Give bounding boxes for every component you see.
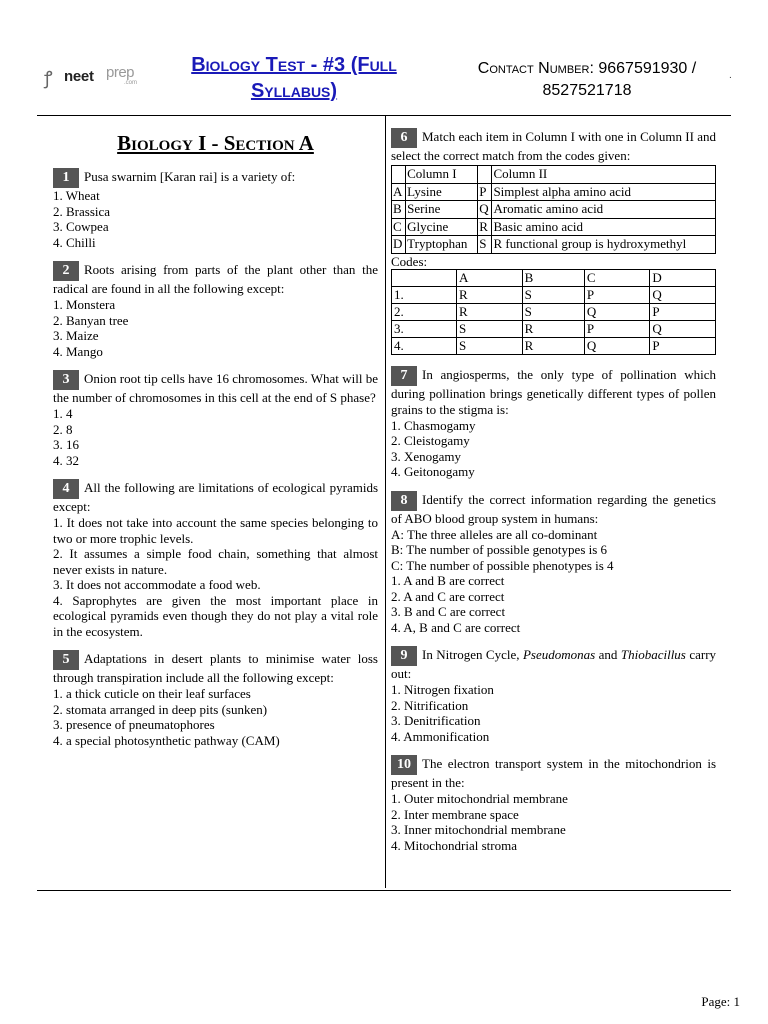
- table-cell: Tryptophan: [406, 236, 478, 254]
- logo-brand-sub: .com: [124, 80, 138, 86]
- option: 4. Mitochondrial stroma: [391, 837, 518, 853]
- table-row: [392, 201, 716, 219]
- table-cell: Q: [650, 320, 716, 337]
- table-cell: 2.: [392, 303, 457, 320]
- table-cell: P: [478, 183, 492, 201]
- contact-line2: 8527521718: [542, 82, 632, 99]
- column-divider: [385, 116, 386, 888]
- option: 1. Wheat: [53, 188, 100, 203]
- table-cell: Serine: [406, 201, 478, 219]
- header-divider: [37, 115, 731, 116]
- option: 4. A, B and C are correct: [391, 619, 521, 635]
- table-cell: Lysine: [406, 183, 478, 201]
- right-column: [391, 128, 716, 864]
- table-cell: 1.: [392, 286, 457, 303]
- statement: B: The number of possible genotypes is 6: [391, 542, 608, 557]
- option: 3. It does not accommodate a food web.: [53, 577, 261, 592]
- question-number-badge: 7: [391, 366, 417, 386]
- test-title-line2: Syllabus): [250, 80, 338, 102]
- table-cell: P: [650, 303, 716, 320]
- match-table-header: [392, 166, 716, 184]
- option: 1. Nitrogen fixation: [391, 682, 494, 697]
- table-cell: R: [478, 218, 492, 236]
- left-column: [53, 128, 378, 759]
- question-2: [53, 261, 378, 359]
- option: 1. Outer mitochondrial membrane: [391, 791, 568, 806]
- contact-line1: : 9667591930 /: [589, 60, 697, 77]
- table-cell: Aromatic amino acid: [492, 201, 716, 219]
- table-cell: Q: [650, 286, 716, 303]
- test-title[interactable]: [160, 52, 428, 104]
- table-row: [392, 286, 716, 303]
- question-number-badge: 3: [53, 370, 79, 390]
- table-cell: P: [584, 286, 650, 303]
- question-1: [53, 168, 378, 250]
- table-row: [392, 218, 716, 236]
- option: 3. Maize: [53, 328, 99, 343]
- table-cell: S: [457, 337, 523, 354]
- statement: A: The three alleles are all co-dominant: [391, 526, 598, 542]
- option: 4. Mango: [53, 343, 103, 359]
- option: 4. Saprophytes are given the most important place in ecological pyramids even though they do not play a vital role in the ecosystem.: [53, 592, 378, 639]
- table-cell: A: [392, 183, 406, 201]
- option: 3. Xenogamy: [391, 448, 462, 464]
- stethoscope-icon: ꝭ: [44, 68, 53, 89]
- table-cell: 4.: [392, 337, 457, 354]
- section-title: Biology I - Section A: [117, 131, 314, 155]
- option: 2. Brassica: [53, 203, 111, 219]
- page-number: Page: 1: [701, 994, 740, 1009]
- table-cell: Q: [584, 303, 650, 320]
- table-cell: [392, 166, 406, 184]
- table-cell: A: [457, 269, 523, 286]
- option: 1. Monstera: [53, 297, 116, 312]
- question-text: Roots arising from parts of the plant other than the radical are found in all the following except:: [53, 262, 378, 296]
- option: 1. 4: [53, 406, 73, 421]
- option: 1. a thick cuticle on their leaf surfaces: [53, 686, 251, 701]
- table-cell: Basic amino acid: [492, 218, 716, 236]
- table-cell: B: [522, 269, 584, 286]
- option: 3. 16: [53, 437, 79, 452]
- table-cell: P: [584, 320, 650, 337]
- question-text-c: carry out:: [391, 647, 717, 681]
- option: 1. Chasmogamy: [391, 417, 476, 433]
- test-title-line1: Biology Test - #3 (Full: [191, 54, 397, 76]
- question-8: [391, 491, 716, 636]
- question-number-badge: 2: [53, 261, 79, 281]
- table-cell: C: [584, 269, 650, 286]
- question-text-italic-2: Thiobacillus: [620, 647, 686, 662]
- table-cell: Glycine: [406, 218, 478, 236]
- table-row: [392, 183, 716, 201]
- match-table: [391, 165, 716, 254]
- table-row: [392, 337, 716, 354]
- logo-brand-b: prep: [106, 64, 135, 81]
- table-cell: S: [478, 236, 492, 254]
- table-cell: Simplest alpha amino acid: [492, 183, 716, 201]
- option: 4. 32: [53, 452, 79, 468]
- option: 3. Denitrification: [391, 713, 481, 728]
- question-9: [391, 646, 716, 744]
- option: 3. Cowpea: [53, 219, 109, 234]
- option: 2. It assumes a simple food chain, something that almost never exists in nature.: [53, 546, 378, 577]
- question-text: The electron transport system in the mitochondrion is present in the:: [391, 756, 716, 790]
- codes-label: Codes:: [391, 253, 428, 269]
- table-cell: [478, 166, 492, 184]
- table-cell: D: [392, 236, 406, 254]
- question-number-badge: 9: [391, 646, 417, 666]
- option: 2. 8: [53, 421, 73, 437]
- question-4: [53, 479, 378, 639]
- table-row: [392, 320, 716, 337]
- question-number-badge: 6: [391, 128, 417, 148]
- question-text: Pusa swarnim [Karan rai] is a variety of:: [84, 169, 296, 184]
- option: 2. Cleistogamy: [391, 433, 470, 448]
- question-10: [391, 755, 716, 853]
- question-number-badge: 1: [53, 168, 79, 188]
- option: 3. Inner mitochondrial membrane: [391, 822, 566, 837]
- table-cell: S: [457, 320, 523, 337]
- question-number-badge: 8: [391, 491, 417, 511]
- question-text: Identify the correct information regarding the genetics of ABO blood group system in humans:: [391, 491, 716, 526]
- table-cell: 3.: [392, 320, 457, 337]
- codes-table: [391, 269, 716, 355]
- question-text: Adaptations in desert plants to minimise water loss through transpiration include all the following except:: [53, 651, 378, 685]
- table-cell: Q: [584, 337, 650, 354]
- table-cell: R: [457, 303, 523, 320]
- option: 1. A and B are correct: [391, 573, 505, 588]
- question-text: Match each item in Column I with one in Column II and select the correct match from the codes given:: [391, 129, 716, 163]
- statement: C: The number of possible phenotypes is 4: [391, 557, 614, 573]
- table-cell: [392, 269, 457, 286]
- table-cell: R: [522, 320, 584, 337]
- question-number-badge: 5: [53, 650, 79, 670]
- option: 4. a special photosynthetic pathway (CAM): [53, 732, 280, 748]
- table-cell: R: [522, 337, 584, 354]
- question-number-badge: 10: [391, 755, 417, 775]
- contact-block: [446, 58, 728, 102]
- table-cell: C: [392, 218, 406, 236]
- table-row: [392, 236, 716, 254]
- logo-brand-a: neet: [64, 68, 94, 85]
- question-number-badge: 4: [53, 479, 79, 499]
- question-text: In angiosperms, the only type of pollination which during pollination brings genetically different types of pollen grains to the stigma is:: [391, 366, 716, 417]
- table-cell: R functional group is hydroxymethyl: [492, 236, 716, 254]
- table-cell: Q: [478, 201, 492, 219]
- option: 2. Inter membrane space: [391, 806, 519, 822]
- table-cell: R: [457, 286, 523, 303]
- question-text: Onion root tip cells have 16 chromosomes. What will be the number of chromosomes in this cell at the end of S phase?: [53, 371, 378, 405]
- contact-label: Contact Number: [477, 60, 590, 77]
- option: 1. It does not take into account the same species belonging to two or more trophic levels.: [53, 515, 378, 546]
- footer-divider: [37, 890, 731, 891]
- question-text-italic-1: Pseudomonas: [522, 647, 596, 662]
- option: 2. A and C are correct: [391, 588, 505, 604]
- table-cell: Column II: [492, 166, 716, 184]
- table-cell: S: [522, 303, 584, 320]
- option: 4. Chilli: [53, 234, 96, 250]
- option: 2. stomata arranged in deep pits (sunken): [53, 701, 268, 717]
- option: 4. Geitonogamy: [391, 464, 475, 479]
- neetprep-logo: [44, 64, 140, 90]
- question-7: [391, 366, 716, 480]
- table-cell: D: [650, 269, 716, 286]
- option: 2. Nitrification: [391, 697, 469, 713]
- table-cell: P: [650, 337, 716, 354]
- question-6: [391, 128, 716, 355]
- question-text: All the following are limitations of ecological pyramids except:: [53, 480, 378, 514]
- option: 2. Banyan tree: [53, 312, 129, 328]
- table-cell: S: [522, 286, 584, 303]
- option: 4. Ammonification: [391, 728, 490, 744]
- table-cell: B: [392, 201, 406, 219]
- table-row: [392, 303, 716, 320]
- option: 3. B and C are correct: [391, 604, 506, 619]
- codes-table-header: [392, 269, 716, 286]
- header-dot: .: [729, 70, 732, 81]
- option: 3. presence of pneumatophores: [53, 717, 215, 732]
- question-text-b: and: [598, 647, 618, 662]
- question-3: [53, 370, 378, 468]
- question-5: [53, 650, 378, 748]
- table-cell: Column I: [406, 166, 478, 184]
- question-text-a: In Nitrogen Cycle,: [422, 647, 520, 662]
